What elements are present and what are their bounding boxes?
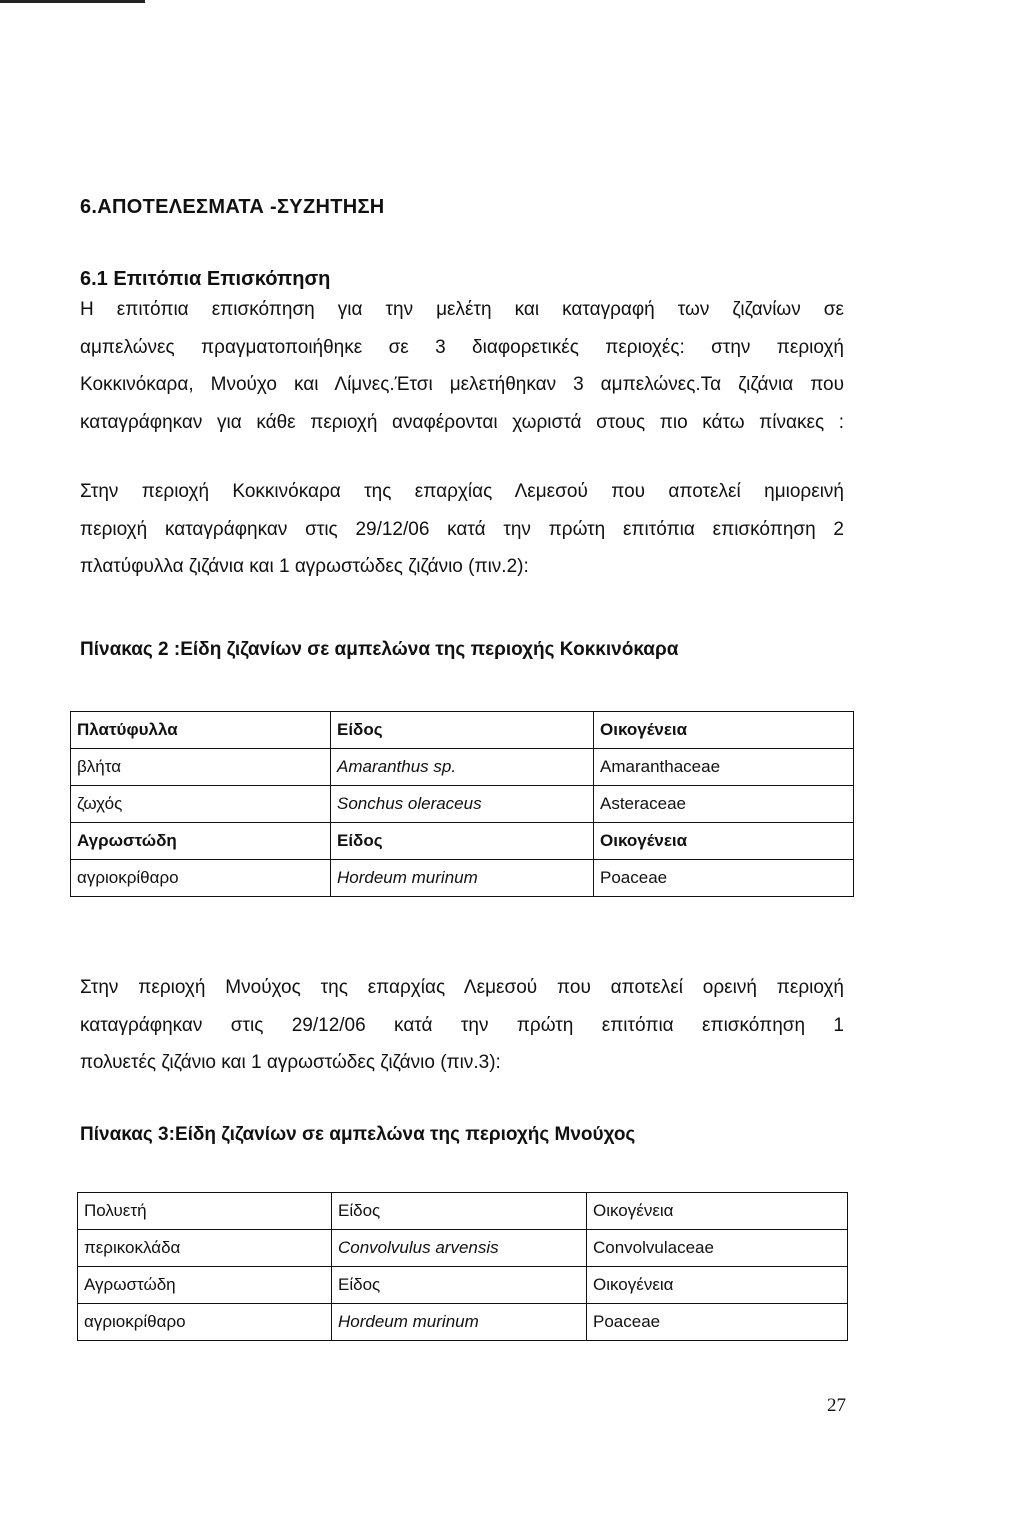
- table-cell: Asteraceae: [594, 786, 854, 823]
- paragraph-line: καταγράφηκαν για κάθε περιοχή αναφέρονται χωριστά στους πιο κάτω πίνακες :: [80, 411, 844, 433]
- kokkinokara-paragraph: [80, 473, 844, 586]
- table-cell: Αγρωστώδη: [71, 823, 331, 860]
- table-row: [71, 860, 854, 897]
- table2: [70, 711, 854, 897]
- paragraph-line: περιοχή καταγράφηκαν στις 29/12/06 κατά την πρώτη επιτόπια επισκόπηση 2: [80, 518, 844, 540]
- table-cell: αγριοκρίθαρο: [71, 860, 331, 897]
- table-cell: Είδος: [331, 823, 594, 860]
- paragraph-line: Στην περιοχή Κοκκινόκαρα της επαρχίας Λεμεσού που αποτελεί ημιορεινή: [80, 481, 844, 502]
- table-row: [78, 1230, 848, 1267]
- table-cell: Poaceae: [594, 860, 854, 897]
- table-cell: Hordeum murinum: [332, 1304, 587, 1341]
- table-cell: Είδος: [331, 712, 594, 749]
- paragraph-line: πλατύφυλλα ζιζάνια και 1 αγρωστώδες ζιζάνιο (πιν.2):: [80, 556, 529, 577]
- paragraph-line: Η επιτόπια επισκόπηση για την μελέτη και καταγραφή των ζιζανίων σε: [80, 299, 844, 320]
- table-cell: περικοκλάδα: [78, 1230, 332, 1267]
- table-cell: Οικογένεια: [587, 1193, 848, 1230]
- table2-caption: Πίνακας 2 :Είδη ζιζανίων σε αμπελώνα της περιοχής Κοκκινόκαρα: [80, 639, 679, 660]
- table-row: [78, 1304, 848, 1341]
- intro-paragraph: [80, 291, 844, 441]
- paragraph-line: Στην περιοχή Μνούχος της επαρχίας Λεμεσού που αποτελεί ορεινή περιοχή: [80, 977, 844, 998]
- paragraph-line: πολυετές ζιζάνιο και 1 αγρωστώδες ζιζάνιο (πιν.3):: [80, 1052, 501, 1073]
- table-cell: αγριοκρίθαρο: [78, 1304, 332, 1341]
- table-cell: Είδος: [332, 1193, 587, 1230]
- table-cell: Amaranthaceae: [594, 749, 854, 786]
- table-cell: Sonchus oleraceus: [331, 786, 594, 823]
- table-cell: Αγρωστώδη: [78, 1267, 332, 1304]
- table-cell: Πλατύφυλλα: [71, 712, 331, 749]
- table3: [77, 1192, 848, 1341]
- table-cell: Είδος: [332, 1267, 587, 1304]
- paragraph-line: καταγράφηκαν στις 29/12/06 κατά την πρώτη επιτόπια επισκόπηση 1: [80, 1014, 844, 1036]
- table-row: [78, 1267, 848, 1304]
- table-row: [78, 1193, 848, 1230]
- table-cell: Πολυετή: [78, 1193, 332, 1230]
- table3-caption: Πίνακας 3:Είδη ζιζανίων σε αμπελώνα της περιοχής Μνούχος: [80, 1124, 636, 1145]
- table-row: [71, 786, 854, 823]
- table-cell: Convolvulaceae: [587, 1230, 848, 1267]
- table-cell: βλήτα: [71, 749, 331, 786]
- table-cell: Amaranthus sp.: [331, 749, 594, 786]
- section-title: 6.ΑΠΟΤΕΛΕΣΜΑΤΑ -ΣΥΖΗΤΗΣΗ: [80, 196, 385, 218]
- page-number: 27: [827, 1395, 846, 1416]
- table-cell: Οικογένεια: [594, 823, 854, 860]
- table-cell: Οικογένεια: [587, 1267, 848, 1304]
- table-row: [71, 823, 854, 860]
- subsection-title: 6.1 Επιτόπια Επισκόπηση: [80, 268, 331, 290]
- table-cell: Poaceae: [587, 1304, 848, 1341]
- mnouchos-paragraph: [80, 969, 844, 1082]
- table-row: [71, 749, 854, 786]
- table-cell: Οικογένεια: [594, 712, 854, 749]
- table-cell: Hordeum murinum: [331, 860, 594, 897]
- table-cell: ζωχός: [71, 786, 331, 823]
- table-row: [71, 712, 854, 749]
- paragraph-line: Κοκκινόκαρα, Μνούχο και Λίμνες.Έτσι μελετήθηκαν 3 αμπελώνες.Τα ζιζάνια που: [80, 374, 844, 395]
- table-cell: Convolvulus arvensis: [332, 1230, 587, 1267]
- paragraph-line: αμπελώνες πραγματοποιήθηκε σε 3 διαφορετικές περιοχές: στην περιοχή: [80, 336, 844, 358]
- top-rule: [0, 0, 145, 3]
